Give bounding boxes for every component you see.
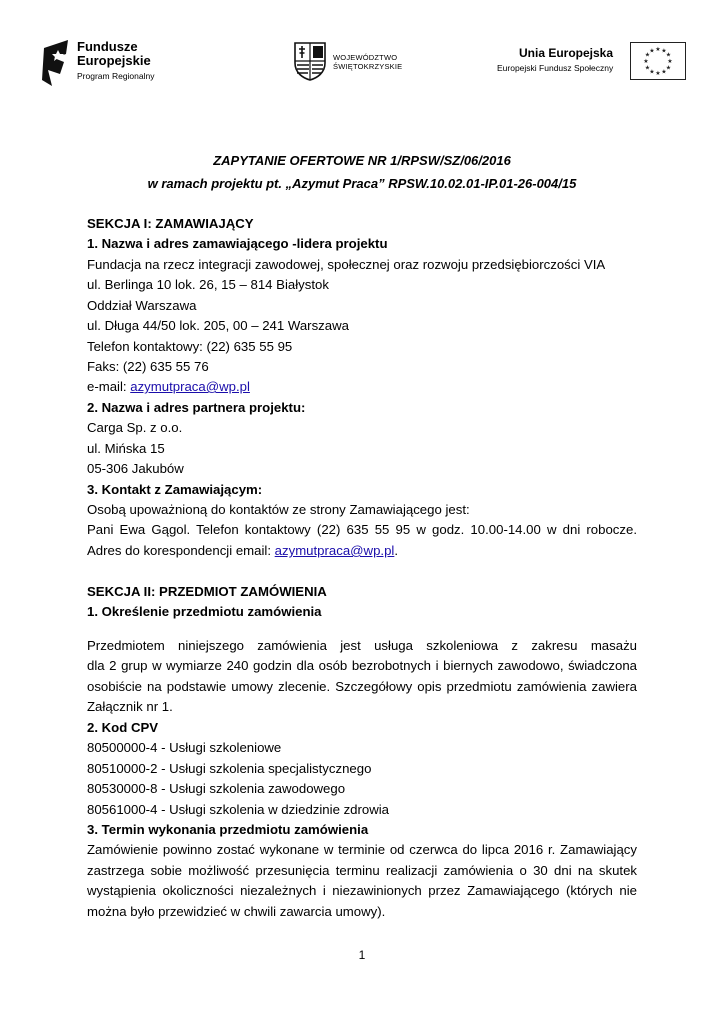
contact-person-intro: Osobą upoważnioną do kontaktów ze strony Zamawiającego jest: [87,502,470,517]
document-title-line2: w ramach projektu pt. „Azymut Praca” RPSW.10.02.01-IP.01-26-004/15 [147,176,577,191]
contact-person: Pani Ewa Gągol. Telefon kontaktowy (22) 635 55 95 w godz. 10.00-14.00 w dni robocze. [87,522,637,537]
svg-text:★: ★ [644,51,651,59]
cpv-item: 80510000-2 - Usługi szkolenia specjalistycznego [87,761,372,776]
term-line1: Zamówienie powinno zostać wykonane w terminie od czerwca do lipca 2016 r. Zamawiający [87,842,637,857]
cpv-item: 80530000-8 - Usługi szkolenia zawodowego [87,781,346,796]
term-line4: można było przewidzieć w chwili zawarcia umowy). [87,904,386,919]
wojewodztwo-swietokrzyskie-logo [293,41,423,81]
svg-text:★: ★ [665,64,672,72]
cpv-item: 80500000-4 - Usługi szkoleniowe [87,740,282,755]
svg-text:★: ★ [643,58,649,65]
svg-text:★: ★ [661,68,667,76]
section2-sub2: 2. Kod CPV [87,720,159,735]
email-label: e-mail: [87,379,131,394]
subject-line2: dla 2 grup w wymiarze 240 godzin dla osób bezrobotnych i biernych zawodowo, świadczona [87,658,637,673]
eu-flag-icon [630,42,686,80]
svg-text:★: ★ [649,68,655,76]
partner-city: 05-306 Jakubów [87,461,184,476]
cpv-item: 80561000-4 - Usługi szkolenia w dziedzinie zdrowia [87,802,390,817]
org-name: Fundacja na rzecz integracji zawodowej, społecznej oraz rozwoju przedsiębiorczości VIA [87,257,606,272]
fe-line1: Fundusze [77,39,138,54]
phone: Telefon kontaktowy: (22) 635 55 95 [87,339,293,354]
svg-text:★: ★ [644,64,651,72]
svg-text:★: ★ [665,51,672,59]
section2-heading: SEKCJA II: PRZEDMIOT ZAMÓWIENIA [87,584,327,599]
document-title-line1: ZAPYTANIE OFERTOWE NR 1/RPSW/SZ/06/2016 [213,153,511,168]
ue-line1: Unia Europejska [519,46,614,60]
section1-sub1: 1. Nazwa i adres zamawiającego -lidera projektu [87,236,388,251]
sw-line2: ŚWIĘTOKRZYSKIE [333,62,403,71]
fundusze-europejskie-logo [40,40,180,92]
org-address: ul. Berlinga 10 lok. 26, 15 – 814 Białystok [87,277,329,292]
contact-email-line [87,541,637,561]
svg-text:★: ★ [667,58,673,65]
term-line3: wystąpienia okoliczności niezależnych i niezawinionych przez Zamawiającego (których nie [87,883,637,898]
svg-text:★: ★ [661,47,667,55]
email-link[interactable]: azymutpraca@wp.pl [130,379,250,394]
partner-name: Carga Sp. z o.o. [87,420,183,435]
svg-text:★: ★ [655,46,661,53]
branch-name: Oddział Warszawa [87,298,197,313]
fax: Faks: (22) 635 55 76 [87,359,209,374]
header-logos [0,36,724,92]
fe-line2: Europejskie [77,53,151,68]
contact-email-link[interactable]: azymutpraca@wp.pl [274,543,395,558]
sw-line1: WOJEWÓDZTWO [333,53,398,62]
subject-line3: osobiście na podstawie umowy zlecenie. Szczegółowy opis przedmiotu zamówienia zawiera [87,679,637,694]
contact-email-label: Adres do korespondencji email: [87,543,275,558]
section2-sub3: 3. Termin wykonania przedmiotu zamówienia [87,822,369,837]
svg-text:★: ★ [655,70,661,77]
ue-line2: Europejski Fundusz Społeczny [497,63,614,73]
partner-street: ul. Mińska 15 [87,441,165,456]
unia-europejska-logo [497,42,692,82]
branch-address: ul. Długa 44/50 lok. 205, 00 – 241 Warszawa [87,318,349,333]
term-line2: zastrzega sobie możliwość przesunięcia terminu realizacji zamówienia o 30 dni na skutek [87,863,637,878]
section1-heading: SEKCJA I: ZAMAWIAJĄCY [87,216,254,231]
email-line [87,377,637,397]
coat-of-arms-icon [293,41,327,81]
subject-line1: Przedmiotem niniejszego zamówienia jest usługa szkoleniowa z zakresu masażu [87,638,637,653]
section1-sub3: 3. Kontakt z Zamawiającym: [87,482,263,497]
fe-line3: Program Regionalny [77,71,155,81]
page-number: 1 [358,948,366,962]
fundusze-europejskie-star-icon [40,40,72,88]
section2-sub1: 1. Określenie przedmiotu zamówienia [87,604,322,619]
subject-line4: Załącznik nr 1. [87,699,173,714]
contact-email-end: . [394,543,399,558]
section1-sub2: 2. Nazwa i adres partnera projektu: [87,400,306,415]
svg-text:★: ★ [649,47,655,55]
